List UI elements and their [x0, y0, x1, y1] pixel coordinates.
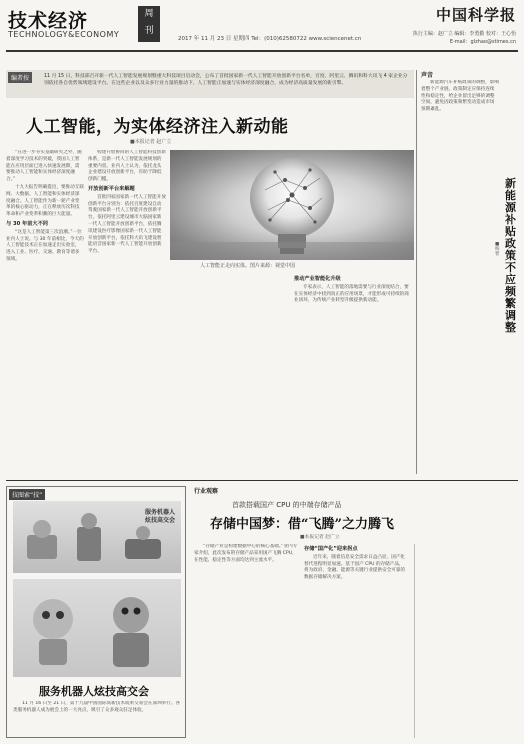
industry-paragraph: “存储产业是构建数据中心的核心基础。”业内专家介绍，此次发布的存储产品采用国产飞腾 CPU，在性能、稳定性等方面均达到主流水平。	[194, 544, 298, 563]
editor-credits: 执行主编：赵广立 编辑：李勇勤 校对：王心怡	[412, 31, 516, 37]
weekly-badge-char-2: 刊	[144, 26, 154, 36]
section-title: 技术经济	[8, 10, 89, 32]
industry-column-3	[414, 544, 518, 738]
inline-caption-line-2: 炫技高交会	[145, 517, 176, 524]
article-subhead: 推动产业智能化升级	[294, 276, 341, 282]
masthead-rule	[6, 50, 518, 52]
editor-email: E-mail：glzhao@stimes.cn	[449, 39, 516, 45]
comment-column	[416, 70, 518, 474]
editor-note-text: 11 月 15 日，科技部召开新一代人工智能发展规划暨重大科技项目启动会，公布了首批国家新一代人工智能开放创新平台名单，百度、阿里云、腾讯和科大讯飞 4 家企业分别依托各自优势领域建设平台。在这些企业以及众多行业力量的推动下，人工智能正加速与实体经济深度融合，成为经济高质量发展的新引擎。	[44, 74, 408, 86]
industry-column-1	[194, 544, 298, 738]
comment-author: ■杨智	[495, 242, 500, 257]
article-paragraph: 构建开放协同的人工智能科技创新体系，是新一代人工智能发展规划的重要内容。业内人士认为，依托龙头企业建设开放创新平台，有助于降低创新门槛。	[88, 150, 166, 183]
industry-byline: ■本报记者 赵广立	[300, 535, 340, 540]
section-english-title: TECHNOLOGY&ECONOMY	[8, 30, 120, 39]
article-column-1	[6, 150, 84, 480]
editor-note	[6, 70, 414, 98]
editor-note-tag: 编者按	[8, 72, 32, 83]
article-subhead: 开放创新平台来解题	[88, 185, 135, 192]
robot-photo-top	[13, 501, 181, 573]
inline-caption-line-1: 服务机器人	[145, 509, 176, 516]
hero-caption: 人工智能正走向实体。图片来源：视觉中国	[200, 263, 296, 269]
photo-feature-paragraph: 11 月 16 日至 21 日，第十九届中国国际高新技术成果交易会在深圳举行。各类服务机器人成为展会上的一大亮点，吸引了众多观众驻足体验。	[13, 701, 181, 713]
article-subhead: 与 30 年前大不同	[6, 220, 48, 227]
article-column-2	[88, 150, 166, 480]
masthead	[6, 4, 518, 48]
article-paragraph: “在进一步夯实基础研究之外，随着深度学习技术的突破，我国人工智能在应用层面已进入快速发展期，需要推动人工智能和实体经济深度融合。”	[6, 150, 82, 183]
section-divider	[6, 480, 518, 481]
article-paragraph: 十九大报告明确提出，要推动互联网、大数据、人工智能和实体经济深度融合。人工智能作为新一轮产业变革的核心驱动力，正在释放历次科技革命和产业变革积蓄的巨大能量。	[6, 184, 84, 218]
photo-feature-text	[13, 701, 181, 735]
issue-info: 2017 年 11 月 23 日 星期四 Tel：(010)62580722 www.sciencenet.cn	[178, 36, 362, 42]
ai-lightbulb-illustration	[170, 150, 414, 260]
weekly-badge	[138, 6, 160, 42]
article-paragraph: “这是人工智能第三次浪潮。”一位业内人士说。与 30 年前相比，今天的人工智能技术正在加速走出实验室，进入工业、医疗、交通、教育等诸多领域。	[6, 229, 84, 262]
photo-feature-inline-caption	[145, 509, 175, 525]
industry-subhead: 存储“国产化”迎来拐点	[304, 546, 358, 552]
main-byline: ■本报记者 赵广立	[130, 139, 172, 145]
comment-title: 新能源补贴政策不应频繁调整	[505, 177, 516, 334]
industry-section-tag: 行业观察	[194, 488, 219, 495]
industry-subheadline: 首款搭载国产 CPU 的中端存储产品	[232, 501, 342, 509]
weekly-badge-char-1: 周	[144, 9, 154, 19]
article-column-3	[294, 274, 412, 474]
photo-feature-title: 服务机器人炫技高交会	[39, 685, 149, 698]
photo-feature-tag: 技图索“技”	[9, 489, 45, 500]
industry-paragraph: 近年来，随着信息安全需求日益凸显，国产化替代进程明显加速。基于国产 CPU 的存储产品，将为政府、金融、能源等关键行业提供安全可靠的数据存储解决方案。	[304, 554, 406, 581]
main-headline: 人工智能，为实体经济注入新动能	[26, 117, 289, 137]
comment-tag: 声音	[421, 72, 434, 79]
article-paragraph: 首批四家国家新一代人工智能开放创新平台分别为：依托百度建设自动驾驶国家新一代人工智能开放创新平台，依托阿里云建设城市大脑国家新一代人工智能开放创新平台，依托腾讯建设医疗影像国家新一代人工智能开放创新平台，依托科大讯飞建设智能语音国家新一代人工智能开放创新平台。	[88, 194, 166, 255]
robot-illustration	[13, 579, 181, 677]
ai-lightbulb-hero-image	[170, 150, 414, 260]
article-paragraph: 专家表示，人工智能的落地需要与行业深度结合，要在实体经济中找到真正的应用场景，才能形成可持续的商业闭环，为传统产业转型升级提供新动能。	[294, 284, 409, 304]
comment-body	[421, 80, 499, 470]
robot-photo-bottom	[13, 579, 181, 677]
photo-feature-box	[6, 486, 186, 738]
comment-paragraph: 新能源汽车补贴政策的调整，影响着整个产业链。政策制定应保持连续性和稳定性，给企业留出足够的调整空间，避免因政策频繁变动造成市场预期紊乱。	[421, 80, 499, 113]
industry-column-2	[304, 544, 408, 738]
paper-name-logo: 中国科学报	[435, 6, 516, 24]
industry-headline: 存储中国梦：借“飞腾”之力腾飞	[210, 517, 394, 532]
